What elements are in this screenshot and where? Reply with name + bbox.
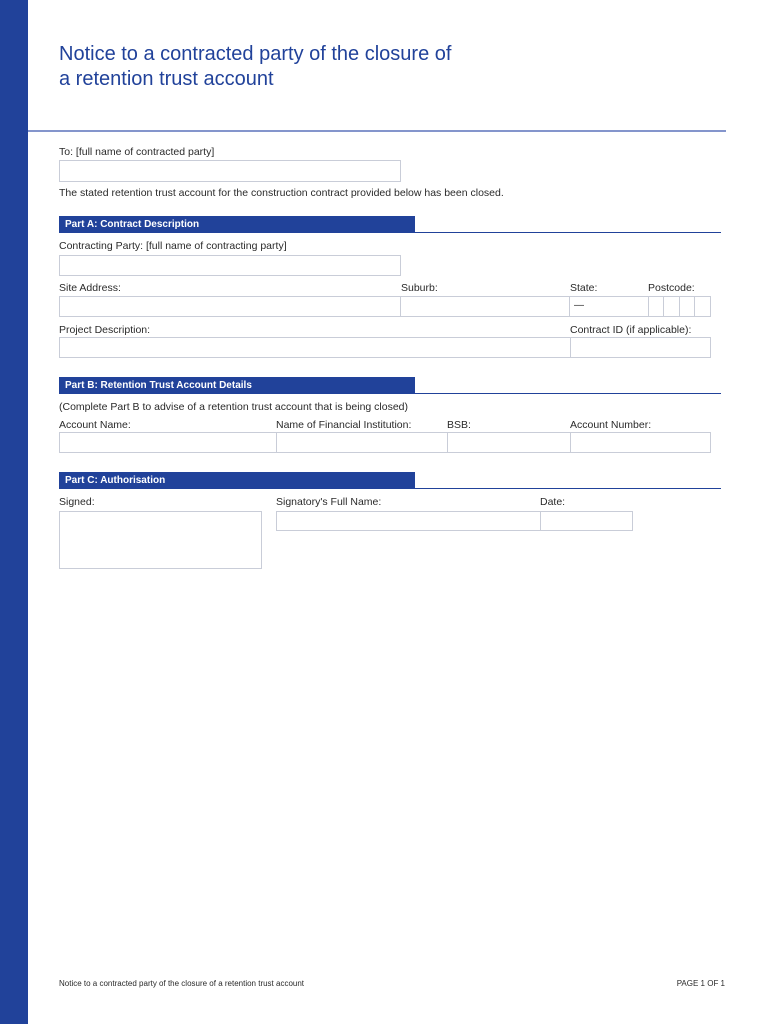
title-divider [28, 130, 726, 132]
site-address-field[interactable] [59, 296, 401, 317]
signatory-name-field[interactable] [276, 511, 541, 531]
part-a-heading: Part A: Contract Description [59, 216, 415, 233]
page-title-line2: a retention trust account [59, 68, 274, 90]
signatory-name-label: Signatory's Full Name: [276, 496, 382, 508]
account-name-field[interactable] [59, 432, 277, 453]
account-name-label: Account Name: [59, 419, 131, 431]
suburb-field[interactable] [400, 296, 570, 317]
to-label: To: [full name of contracted party] [59, 146, 215, 158]
signature-field[interactable] [59, 511, 262, 569]
part-a-rule [415, 232, 721, 233]
part-c-heading: Part C: Authorisation [59, 472, 415, 489]
contracting-party-label: Contracting Party: [full name of contracting party] [59, 240, 287, 252]
closure-statement: The stated retention trust account for the construction contract provided below has been closed. [59, 187, 504, 199]
account-number-label: Account Number: [570, 419, 652, 431]
bsb-label: BSB: [447, 419, 471, 431]
state-label: State: [570, 282, 598, 294]
postcode-digit-4[interactable] [694, 296, 711, 317]
part-b-rule [415, 393, 721, 394]
project-description-field[interactable] [59, 337, 571, 358]
page-title-line1: Notice to a contracted party of the closure of [59, 43, 452, 65]
date-field[interactable] [540, 511, 633, 531]
suburb-label: Suburb: [401, 282, 438, 294]
brand-sidebar [0, 0, 28, 1024]
contract-id-label: Contract ID (if applicable): [570, 324, 692, 336]
bsb-field[interactable] [447, 432, 571, 453]
account-number-field[interactable] [570, 432, 711, 453]
contracted-party-name-field[interactable] [59, 160, 401, 182]
project-description-label: Project Description: [59, 324, 151, 336]
page-number: PAGE 1 OF 1 [676, 979, 725, 988]
part-b-instruction: (Complete Part B to advise of a retention trust account that is being closed) [59, 401, 409, 413]
postcode-digit-1[interactable] [648, 296, 664, 317]
postcode-label: Postcode: [648, 282, 695, 294]
financial-institution-field[interactable] [276, 432, 448, 453]
state-field[interactable] [569, 296, 649, 317]
footer-document-title: Notice to a contracted party of the closure of a retention trust account [59, 979, 305, 988]
site-address-label: Site Address: [59, 282, 121, 294]
date-label: Date: [540, 496, 566, 508]
signed-label: Signed: [59, 496, 95, 508]
contract-id-field[interactable] [570, 337, 711, 358]
part-b-heading: Part B: Retention Trust Account Details [59, 377, 415, 394]
state-value: — [574, 300, 584, 311]
page-title [59, 42, 579, 92]
contracting-party-field[interactable] [59, 255, 401, 276]
postcode-digit-2[interactable] [663, 296, 680, 317]
postcode-digit-3[interactable] [679, 296, 695, 317]
part-c-rule [415, 488, 721, 489]
financial-institution-label: Name of Financial Institution: [276, 419, 412, 431]
